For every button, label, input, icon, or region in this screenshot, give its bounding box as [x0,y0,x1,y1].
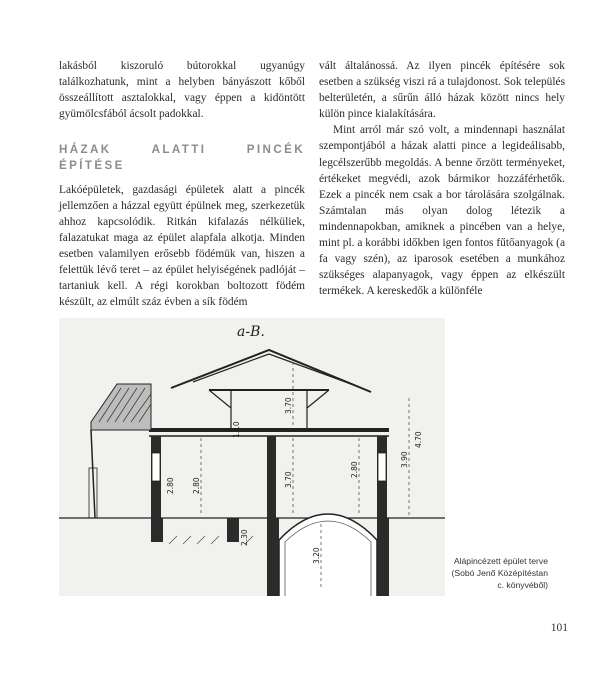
brace-left [209,390,231,408]
window-right [378,453,386,481]
dimension-label: 1.10 [232,421,241,438]
section-heading: HÁZAK ALATTI PINCÉK ÉPÍTÉSE [59,143,305,173]
dimension-label: 2.80 [192,477,201,494]
dimension-label: 2.30 [240,529,249,546]
building-plan-figure [59,318,445,596]
right-paragraph-1: vált általánossá. Az ilyen pincék építésére sok esetben a szükség viszi rá a tulajdonost. Sok település belterületén, a sűrűn álló házak között nincs hely külön pince kialakítására. [319,60,565,121]
rafter-right [269,354,351,384]
left-paragraph-2: Lakóépületek, gazdasági épületek alatt a pincék jellemzően a házzal együtt épülnek meg, szerkezetük ahhoz kapcsolódik. Ritkán kifalazás nélküliek, falazatukat maga az épület alapfala alkotja. Minden esetben valamilyen erősebb födémük van, hiszen a felettük lévő teret – az épület helyiségének padlóját – tartaniuk kell. A régi korokban boltozott födém készült, az elmúlt száz évben a sík födém [59,183,305,309]
caption-line-2: (Sobó Jenő Középítéstan [451,568,548,579]
dimension-label: 4.70 [414,431,423,448]
right-text-column [319,58,565,299]
page-number: 101 [550,622,568,634]
rafter-left [193,354,269,382]
dimension-label: 3.20 [312,547,321,564]
left-text-column [59,58,305,310]
porch-roof [89,384,151,518]
window-left [152,453,160,481]
dimension-label: 3.70 [284,397,293,414]
building-section-drawing [59,318,445,596]
dimension-label: 3.70 [284,471,293,488]
main-roof [171,350,371,392]
right-paragraph-2: Mint arról már szó volt, a mindennapi használat szempontjából a házak alatti pince a legideálisabb, legcélszerűbb megoldás. A benne őrzött terményeket, értékeket megvédi, azok bármikor hozzáférhetők. Ezek a pincék nem csak a bor tárolására szolgálnak. Számtalan más olyan dolog létezik a mindennapokban, amiknek a pincében van a helye, mint pl. a korábbi időkben igen fontos fűtőanyagok (a fa vagy szén), az iparosok esetében a munkához szükséges alapanyagok, vagy éppen az elkészült termékek. A kereskedők a különféle [319,124,565,298]
caption-line-1: Alápincézett épület terve [453,556,548,566]
dimension-label: 2.80 [350,461,359,478]
brace-right [307,390,329,408]
dimension-label: 3.90 [400,451,409,468]
figure-caption [448,555,548,592]
inner-wall [267,436,276,518]
dimension-label: 2.80 [166,477,175,494]
left-paragraph-1: lakásból kiszoruló bútorokkal ugyanúgy találkozhatunk, mint a helyben bányászott kőből összeállított asztalokkal, vagy éppen a kidöntött gyümölcsfából ácsolt padokkal. [59,60,305,121]
drawing-label: a-B. [237,324,265,340]
basement [151,514,389,596]
caption-line-3: c. könyvéből) [497,580,548,591]
